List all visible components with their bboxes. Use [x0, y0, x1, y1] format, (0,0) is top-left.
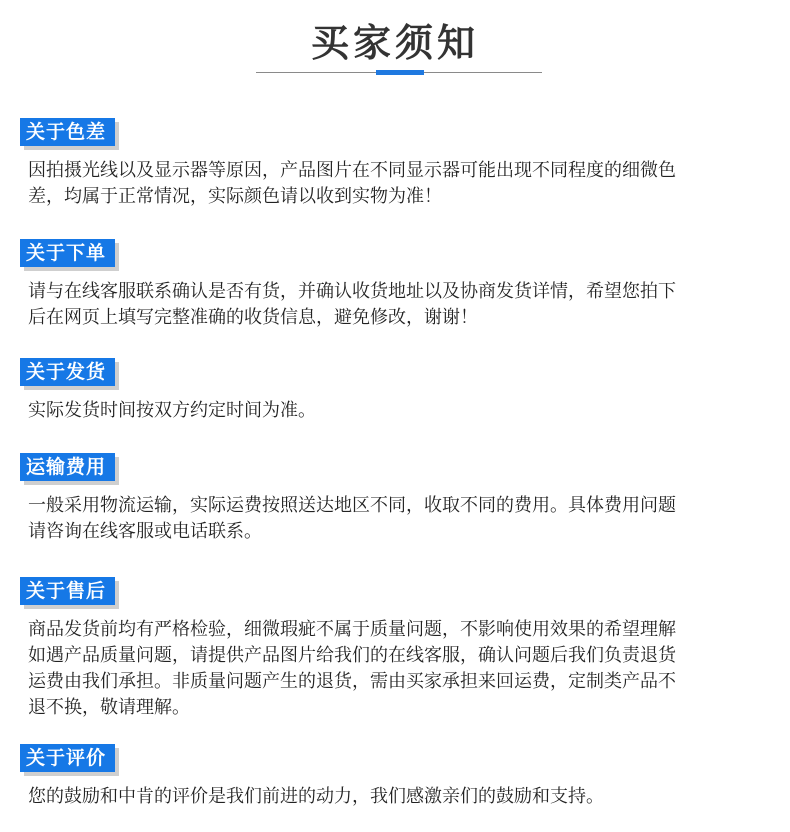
text-line: 实际发货时间按双方约定时间为准。 [28, 400, 316, 421]
section-body [20, 158, 772, 210]
section-body [20, 398, 772, 424]
section-body [20, 279, 772, 331]
section-body [20, 617, 772, 721]
section-heading: 关于下单 [20, 239, 115, 267]
page-title: 买家须知 [310, 21, 479, 65]
text-line: 因拍摄光线以及显示器等原因，产品图片在不同显示器可能出现不同程度的细微色 [28, 160, 676, 181]
text-line: 请咨询在线客服或电话联系。 [28, 521, 262, 542]
section-heading: 关于色差 [20, 118, 115, 146]
text-line: 差，均属于正常情况，实际颜色请以收到实物为准！ [28, 186, 442, 207]
section-body [20, 493, 772, 545]
text-line: 商品发货前均有严格检验，细微瑕疵不属于质量问题，不影响使用效果的希望理解 [28, 619, 676, 640]
section-after-sales [20, 577, 772, 721]
text-line: 一般采用物流运输，实际运费按照送达地区不同，收取不同的费用。具体费用问题 [28, 495, 676, 516]
text-line: 请与在线客服联系确认是否有货，并确认收货地址以及协商发货详情，希望您拍下 [28, 281, 676, 302]
text-line: 如遇产品质量问题，请提供产品图片给我们的在线客服，确认问题后我们负责退货 [28, 645, 676, 666]
section-heading: 关于评价 [20, 744, 115, 772]
section-reviews [20, 744, 772, 810]
section-heading: 关于发货 [20, 358, 115, 386]
title-accent-bar [376, 70, 424, 75]
text-line: 后在网页上填写完整准确的收货信息，避免修改，谢谢！ [28, 307, 478, 328]
section-ordering [20, 239, 772, 331]
text-line: 退不换，敬请理解。 [28, 697, 190, 718]
section-shipping [20, 358, 772, 424]
text-line: 您的鼓励和中肯的评价是我们前进的动力，我们感激亲们的鼓励和支持。 [28, 786, 604, 807]
text-line: 运费由我们承担。非质量问题产生的退货，需由买家承担来回运费，定制类产品不 [28, 671, 676, 692]
title-wrap [0, 18, 790, 68]
section-heading: 运输费用 [20, 453, 115, 481]
section-freight [20, 453, 772, 545]
section-heading: 关于售后 [20, 577, 115, 605]
section-color-difference [20, 118, 772, 210]
section-body [20, 784, 772, 810]
